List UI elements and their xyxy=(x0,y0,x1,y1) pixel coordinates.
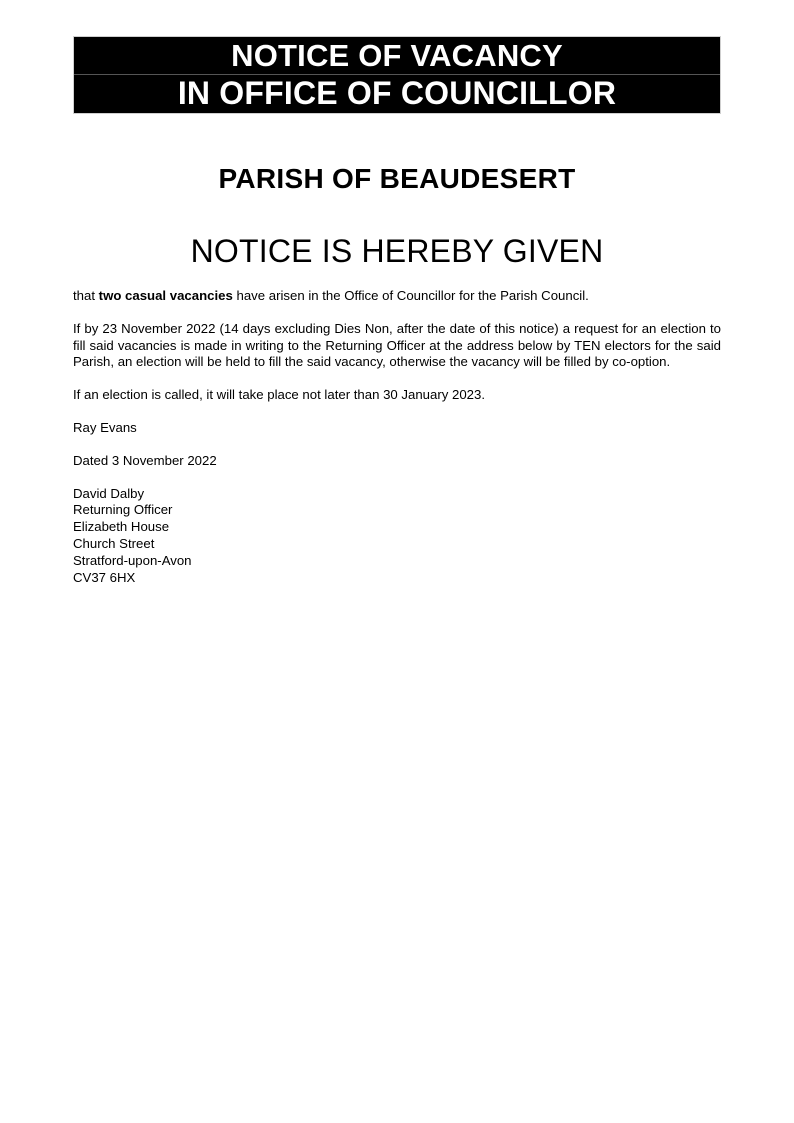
address-street: Church Street xyxy=(73,535,155,551)
banner-title-line-1: NOTICE OF VACANCY xyxy=(74,37,720,75)
notice-banner xyxy=(73,36,721,114)
banner-title-line-2: IN OFFICE OF COUNCILLOR xyxy=(177,75,617,111)
notice-body xyxy=(73,288,721,586)
address-role: Returning Officer xyxy=(73,502,173,518)
returning-officer-address xyxy=(73,486,721,587)
address-name: David Dalby xyxy=(73,485,145,501)
paragraph-election-request: If by 23 November 2022 (14 days excluding Dies Non, after the date of this notice) a request for an election to fill said vacancies is made in writing to the Returning Officer at the address below by TEN electors for the said Parish, an election will be held to fill the said vacancy, otherwise the vacancy will be filled by co-option. xyxy=(73,320,721,370)
address-town: Stratford-upon-Avon xyxy=(73,552,192,568)
address-building: Elizabeth House xyxy=(73,519,170,535)
paragraph-vacancies-rest: have arisen in the Office of Councillor for the Parish Council. xyxy=(232,288,589,303)
paragraph-election-date: If an election is called, it will take place not later than 30 January 2023. xyxy=(73,387,485,403)
paragraph-vacancies-emphasis: two casual vacancies xyxy=(98,288,233,303)
paragraph-vacancies-lead: that xyxy=(73,288,99,303)
parish-heading: PARISH OF BEAUDESERT xyxy=(218,163,576,194)
signatory-name: Ray Evans xyxy=(73,419,137,435)
notice-heading: NOTICE IS HEREBY GIVEN xyxy=(190,233,604,269)
paragraph-vacancies xyxy=(73,288,721,305)
dated-line: Dated 3 November 2022 xyxy=(73,452,217,468)
address-postcode: CV37 6HX xyxy=(73,569,136,585)
